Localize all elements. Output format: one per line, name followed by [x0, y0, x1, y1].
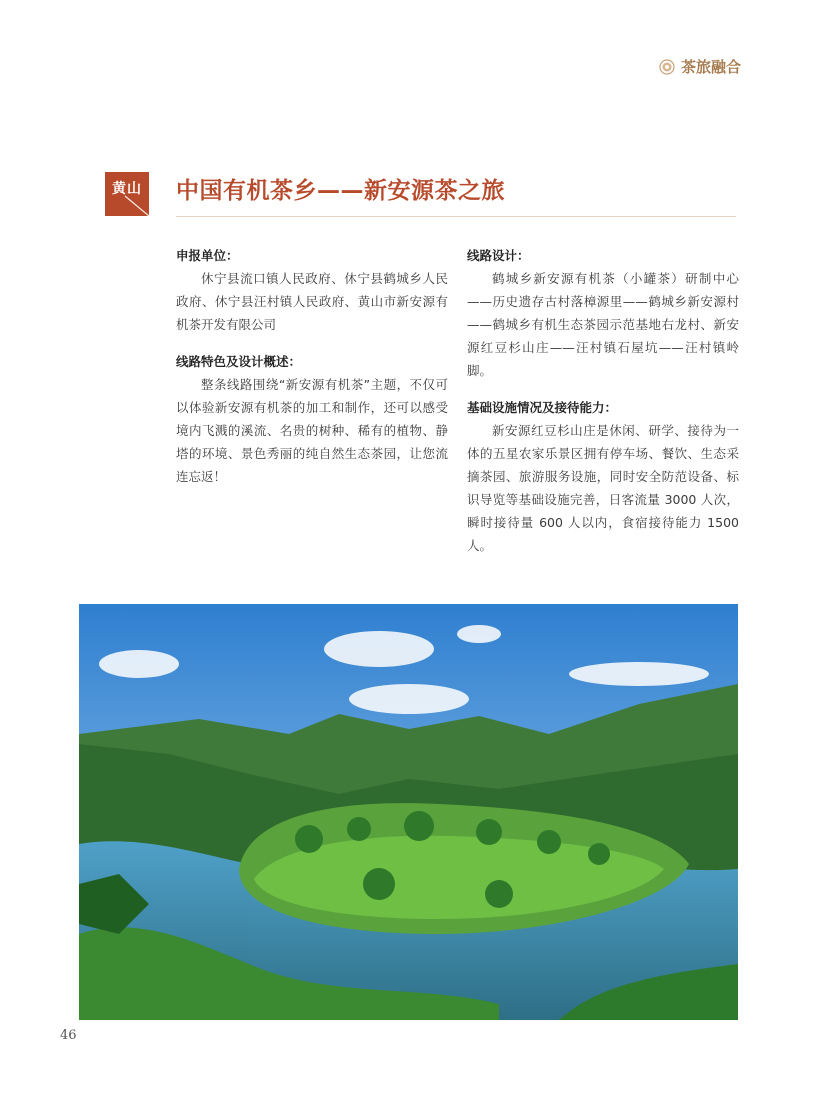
features-heading: 线路特色及设计概述： — [176, 354, 302, 369]
title-divider — [176, 216, 736, 217]
route-text: 鹤城乡新安源有机茶（小罐茶）研制中心——历史遗存古村落樟源里——鹤城乡新安源村——鹤城乡有机生态茶园示范基地右龙村、新安源红豆杉山庄——汪村镇石屋坑——汪村镇岭脚。 — [467, 271, 739, 378]
route-heading: 线路设计： — [467, 248, 530, 263]
flower-icon — [659, 59, 675, 75]
facilities-text: 新安源红豆杉山庄是休闲、研学、接待为一体的五星农家乐景区拥有停车场、餐饮、生态采摘茶园、旅游服务设施，同时安全防范设备、标识导览等基础设施完善，日客流量 3000 人次，瞬时接待量 600 人以内，食宿接待能力 1500 人。 — [467, 423, 739, 553]
section-header — [659, 56, 741, 77]
page-title: 中国有机茶乡——新安源茶之旅 — [176, 178, 505, 204]
right-column — [467, 244, 739, 557]
applicant-text: 休宁县流口镇人民政府、休宁县鹤城乡人民政府、休宁县汪村镇人民政府、黄山市新安源有机茶开发有限公司 — [176, 271, 448, 332]
region-badge — [105, 172, 149, 216]
left-column — [176, 244, 448, 488]
section-label: 茶旅融合 — [680, 58, 741, 76]
applicant-heading: 申报单位： — [176, 248, 239, 263]
facilities-heading: 基础设施情况及接待能力： — [467, 400, 618, 415]
region-badge-text: 黄山 — [112, 181, 142, 197]
features-text: 整条线路围绕“新安源有机茶”主题，不仅可以体验新安源有机茶的加工和制作，还可以感受境内飞溅的溪流、名贵的树种、稀有的植物、静塔的环境、景色秀丽的纯自然生态茶园，让您流连忘返！ — [176, 377, 448, 484]
badge-slash-decoration — [105, 172, 149, 216]
page-number: 46 — [60, 1028, 77, 1043]
landscape-photo — [79, 604, 738, 1020]
